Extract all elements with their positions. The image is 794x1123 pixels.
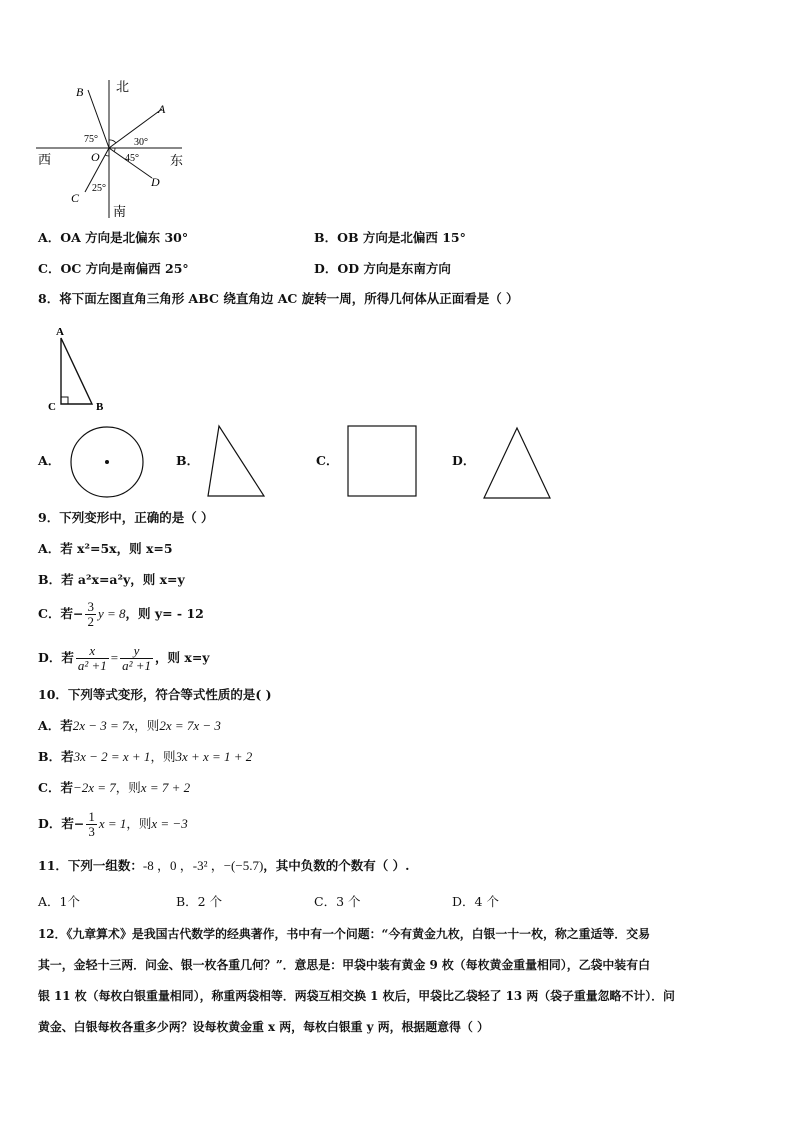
- q11-stem: 11．下列一组数：-8 ，0 ，-3² ，−(−5.7)，其中负数的个数有（ ）.: [38, 858, 410, 873]
- label-C: C: [71, 191, 80, 205]
- q9-option-d: [38, 640, 210, 676]
- tri-label-B: B: [96, 401, 104, 413]
- angle-45: 45°: [125, 153, 139, 164]
- south-label: 南: [113, 204, 127, 219]
- q10-option-c: C．若−2x = 7，则x = 7 + 2: [38, 780, 191, 795]
- angle-75: 75°: [84, 134, 98, 145]
- angle-25: 25°: [92, 183, 106, 194]
- q9-option-a: A．若 x²=5x，则 x=5: [38, 541, 173, 556]
- q10-stem: 10．下列等式变形，符合等式性质的是( ): [38, 687, 272, 702]
- q12-line-4: 黄金、白银每枚各重多少两？设每枚黄金重 x 两，每枚白银重 y 两，根据题意得（ ）: [38, 1020, 489, 1034]
- q11-option-c: C．3 个: [314, 894, 361, 909]
- label-D: D: [151, 175, 160, 189]
- q8-stem: 8．将下面左图直角三角形 ABC 绕直角边 AC 旋转一周，所得几何体从正面看是（ ）: [38, 291, 519, 306]
- q9-c-prefix: C．若−: [38, 606, 84, 621]
- q9-c-expression: y = 8: [97, 606, 126, 621]
- q8-option-b-triangle: [202, 422, 270, 500]
- north-label: 北: [116, 79, 130, 94]
- q8-option-a-label: A．: [38, 453, 61, 468]
- q9-d-fraction-right: $\frac{y}{\text{a² +1}}$: [122, 642, 152, 673]
- tri-label-C: C: [48, 401, 56, 413]
- q12-line-2: 其一，金轻十三两．问金、银一枚各重几何？”．意思是：甲袋中装有黄金 9 枚（每枚黄金重量相同），乙袋中装有白: [38, 958, 650, 972]
- compass-diagram: [30, 72, 200, 222]
- q9-c-conclusion: ，则 y= - 12: [125, 606, 204, 621]
- q7-option-d: D．OD 方向是东南方向: [314, 261, 451, 276]
- q7-option-b: B．OB 方向是北偏西 15°: [314, 230, 466, 245]
- q9-d-prefix: D．若: [38, 650, 74, 665]
- q12-line-1: 12．《九章算术》是我国古代数学的经典著作，书中有一个问题：“今有黄金九枚，白银一十一枚，称之重适等．交易: [38, 927, 650, 941]
- west-label: 西: [38, 152, 52, 167]
- q7-option-a: A．OA 方向是北偏东 30°: [38, 230, 189, 245]
- label-B: B: [76, 85, 84, 99]
- q12-line-3: 银 11 枚（每枚白银重量相同），称重两袋相等．两袋互相交换 1 枚后，甲袋比乙袋轻了 13 两（袋子重量忽略不计）．问: [38, 989, 675, 1003]
- q8-option-a-circle: [68, 424, 148, 500]
- q8-option-c-square: [344, 422, 420, 500]
- q9-c-fraction: $\frac{3}{2}$: [87, 598, 94, 629]
- q11-option-b: B．2 个: [176, 894, 223, 909]
- right-triangle-abc: [46, 322, 116, 414]
- q10-option-a: A．若2x − 3 = 7x，则2x = 7x − 3: [38, 718, 221, 733]
- angle-30: 30°: [134, 137, 148, 148]
- q10-d-fraction: $\frac{1}{3}$: [88, 808, 95, 839]
- q8-option-d-label: D．: [452, 453, 476, 468]
- q9-d-fraction-left: $\frac{x}{\text{a² +1}}$: [77, 642, 107, 673]
- q9-stem: 9．下列变形中，正确的是（ ）: [38, 510, 214, 525]
- q9-d-equals: =: [110, 650, 119, 665]
- q8-option-d-triangle: [480, 422, 556, 502]
- q10-option-d: D．若− $\frac{1}{3}$ x = 1 ，则 x = −3: [38, 808, 188, 839]
- label-A: A: [158, 102, 166, 116]
- q9-d-conclusion: ，则 x=y: [155, 650, 210, 665]
- q8-option-b-label: B．: [176, 453, 200, 468]
- q8-option-c-label: C．: [316, 453, 339, 468]
- q9-option-b: B．若 a²x=a²y，则 x=y: [38, 572, 185, 587]
- q7-option-c: C．OC 方向是南偏西 25°: [38, 261, 189, 276]
- q11-option-a: A．1个: [38, 894, 80, 909]
- q11-numbers: -8 ，0 ，-3² ，−(−5.7): [142, 858, 264, 873]
- q11-option-d: D．4 个: [452, 894, 499, 909]
- q10-option-b: B．若3x − 2 = x + 1，则3x + x = 1 + 2: [38, 749, 253, 764]
- east-label: 东: [170, 153, 184, 168]
- q9-option-c: [38, 597, 204, 631]
- label-O: O: [91, 150, 100, 164]
- tri-label-A: A: [56, 326, 64, 338]
